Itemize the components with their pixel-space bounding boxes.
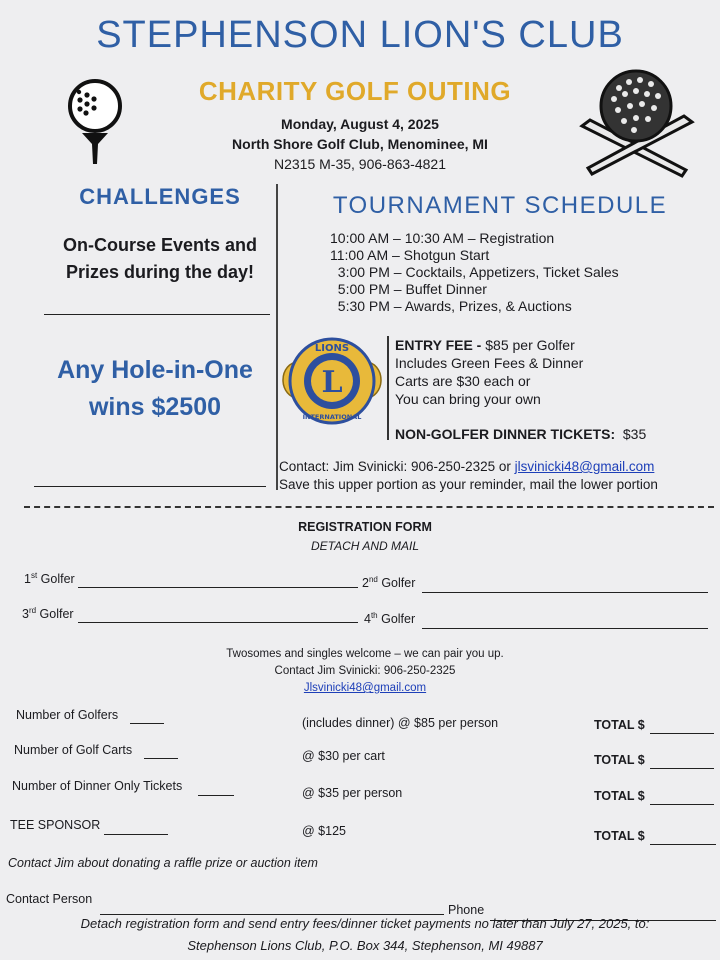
carts-count-label: Number of Golf Carts: [14, 743, 133, 757]
golf-ball-tee-icon: [64, 78, 126, 168]
entry-fee-block: [395, 336, 583, 408]
tee-sponsor-total-label: TOTAL $: [594, 829, 645, 843]
challenges-text: [40, 232, 280, 286]
lions-international-logo: [282, 334, 382, 428]
fee-divider: [387, 336, 389, 440]
club-title: STEPHENSON LION'S CLUB: [96, 14, 624, 56]
golfer-2-num: 2: [362, 576, 369, 591]
golfer-3-text: Golfer: [36, 607, 74, 622]
registration-title: REGISTRATION FORM: [298, 520, 432, 534]
contact-prefix: Contact: Jim Svinicki: 906-250-2325 or: [279, 459, 515, 474]
golfer-2-text: Golfer: [377, 576, 416, 591]
dinner-total-field[interactable]: [650, 804, 714, 805]
raffle-note: Contact Jim about donating a raffle prize or auction item: [8, 856, 318, 870]
golfers-total-field[interactable]: [650, 733, 714, 734]
challenges-line-2: Prizes during the day!: [65, 262, 255, 282]
golfer-4-sup: th: [370, 611, 378, 620]
registration-subtitle: DETACH AND MAIL: [310, 539, 419, 553]
golfer-3-field[interactable]: [78, 622, 358, 623]
event-title: CHARITY GOLF OUTING: [198, 76, 512, 106]
golfer-1-label: [24, 571, 75, 586]
challenges-line-1: On-Course Events and: [62, 235, 258, 255]
contact-email-link[interactable]: jlsvinicki48@gmail.com: [514, 459, 655, 474]
pairing-note: Twosomes and singles welcome – we can pair you up.: [226, 648, 504, 660]
schedule-item: 3:00 PM – Cocktails, Appetizers, Ticket Sales: [330, 264, 619, 280]
golfer-2-field[interactable]: [422, 592, 708, 593]
divider-line: [34, 486, 266, 487]
golfer-3-num: 3: [22, 607, 29, 622]
schedule-list: [330, 230, 619, 315]
hole-in-one-prize: [30, 352, 280, 426]
phone-label: Phone: [448, 903, 485, 917]
golfer-2-sup: nd: [368, 575, 378, 584]
carts-total-field[interactable]: [650, 768, 714, 769]
golfer-1-text: Golfer: [37, 572, 75, 587]
golfer-3-label: [22, 606, 74, 621]
golfers-total-label: TOTAL $: [594, 718, 645, 732]
schedule-item: 5:00 PM – Buffet Dinner: [330, 281, 487, 297]
tee-sponsor-price: @ $125: [302, 824, 346, 838]
golfer-1-sup: st: [30, 571, 38, 580]
logo-top-text: LIONS: [314, 343, 350, 354]
tee-sponsor-label: TEE SPONSOR: [10, 818, 101, 832]
schedule-item: 5:30 PM – Awards, Prizes, & Auctions: [330, 298, 572, 314]
tee-sponsor-field[interactable]: [104, 834, 168, 835]
golfer-3-sup: rd: [28, 606, 37, 615]
entry-fee-line-4: You can bring your own: [395, 391, 541, 407]
schedule-title: TOURNAMENT SCHEDULE: [332, 192, 668, 219]
event-address: N2315 M-35, 906-863-4821: [273, 156, 446, 172]
carts-price: @ $30 per cart: [302, 749, 385, 763]
pairing-contact: Contact Jim Svinicki: 906-250-2325: [274, 665, 456, 677]
mailing-address: Stephenson Lions Club, P.O. Box 344, Stephenson, MI 49887: [187, 938, 543, 953]
golfer-2-label: [362, 575, 415, 590]
hole-in-one-line-2: wins $2500: [88, 393, 222, 421]
golfer-4-field[interactable]: [422, 628, 708, 629]
contact-person-field[interactable]: [100, 914, 444, 915]
event-date: Monday, August 4, 2025: [281, 116, 439, 132]
hole-in-one-line-1: Any Hole-in-One: [57, 356, 253, 384]
non-golfer-label: NON-GOLFER DINNER TICKETS:: [395, 426, 616, 442]
challenges-title: CHALLENGES: [79, 184, 241, 209]
contact-info: [279, 458, 658, 494]
logo-bottom-text: INTERNATIONAL: [302, 413, 362, 421]
entry-fee-line-2: Includes Green Fees & Dinner: [395, 355, 584, 371]
golfers-count-label: Number of Golfers: [16, 708, 119, 722]
schedule-item: 10:00 AM – 10:30 AM – Registration: [330, 230, 555, 246]
golfer-4-text: Golfer: [377, 612, 416, 627]
golfer-1-num: 1: [24, 572, 31, 587]
golfer-4-label: [364, 611, 415, 626]
tee-sponsor-total-field[interactable]: [650, 844, 716, 845]
carts-count-field[interactable]: [144, 758, 178, 759]
detach-line: [24, 506, 714, 508]
carts-total-label: TOTAL $: [594, 753, 645, 767]
logo-letter: L: [321, 365, 343, 400]
mail-instructions: Detach registration form and send entry fees/dinner ticket payments no later than July 27, 2025, to:: [80, 916, 650, 931]
entry-fee-label: ENTRY FEE -: [395, 337, 482, 353]
dinner-price: @ $35 per person: [302, 786, 403, 800]
golf-ball-crossed-tees-icon: [574, 66, 700, 178]
entry-fee-line-3: Carts are $30 each or: [395, 373, 531, 389]
event-venue: North Shore Golf Club, Menominee, MI: [232, 136, 488, 152]
non-golfer-tickets: [395, 426, 646, 442]
golfers-price: (includes dinner) @ $85 per person: [302, 716, 499, 730]
pairing-email-link[interactable]: Jlsvinicki48@gmail.com: [303, 682, 427, 694]
column-divider: [276, 184, 278, 490]
contact-person-label: Contact Person: [6, 892, 93, 906]
divider-line: [44, 314, 270, 315]
dinner-count-field[interactable]: [198, 795, 234, 796]
entry-fee-value: $85 per Golfer: [481, 337, 575, 353]
golfers-count-field[interactable]: [130, 723, 164, 724]
dinner-total-label: TOTAL $: [594, 789, 645, 803]
schedule-item: 11:00 AM – Shotgun Start: [330, 247, 490, 263]
golfer-4-num: 4: [364, 612, 371, 627]
golfer-1-field[interactable]: [78, 587, 358, 588]
save-note: Save this upper portion as your reminder, mail the lower portion: [279, 477, 658, 492]
non-golfer-price: $35: [622, 426, 647, 442]
dinner-count-label: Number of Dinner Only Tickets: [12, 779, 183, 793]
